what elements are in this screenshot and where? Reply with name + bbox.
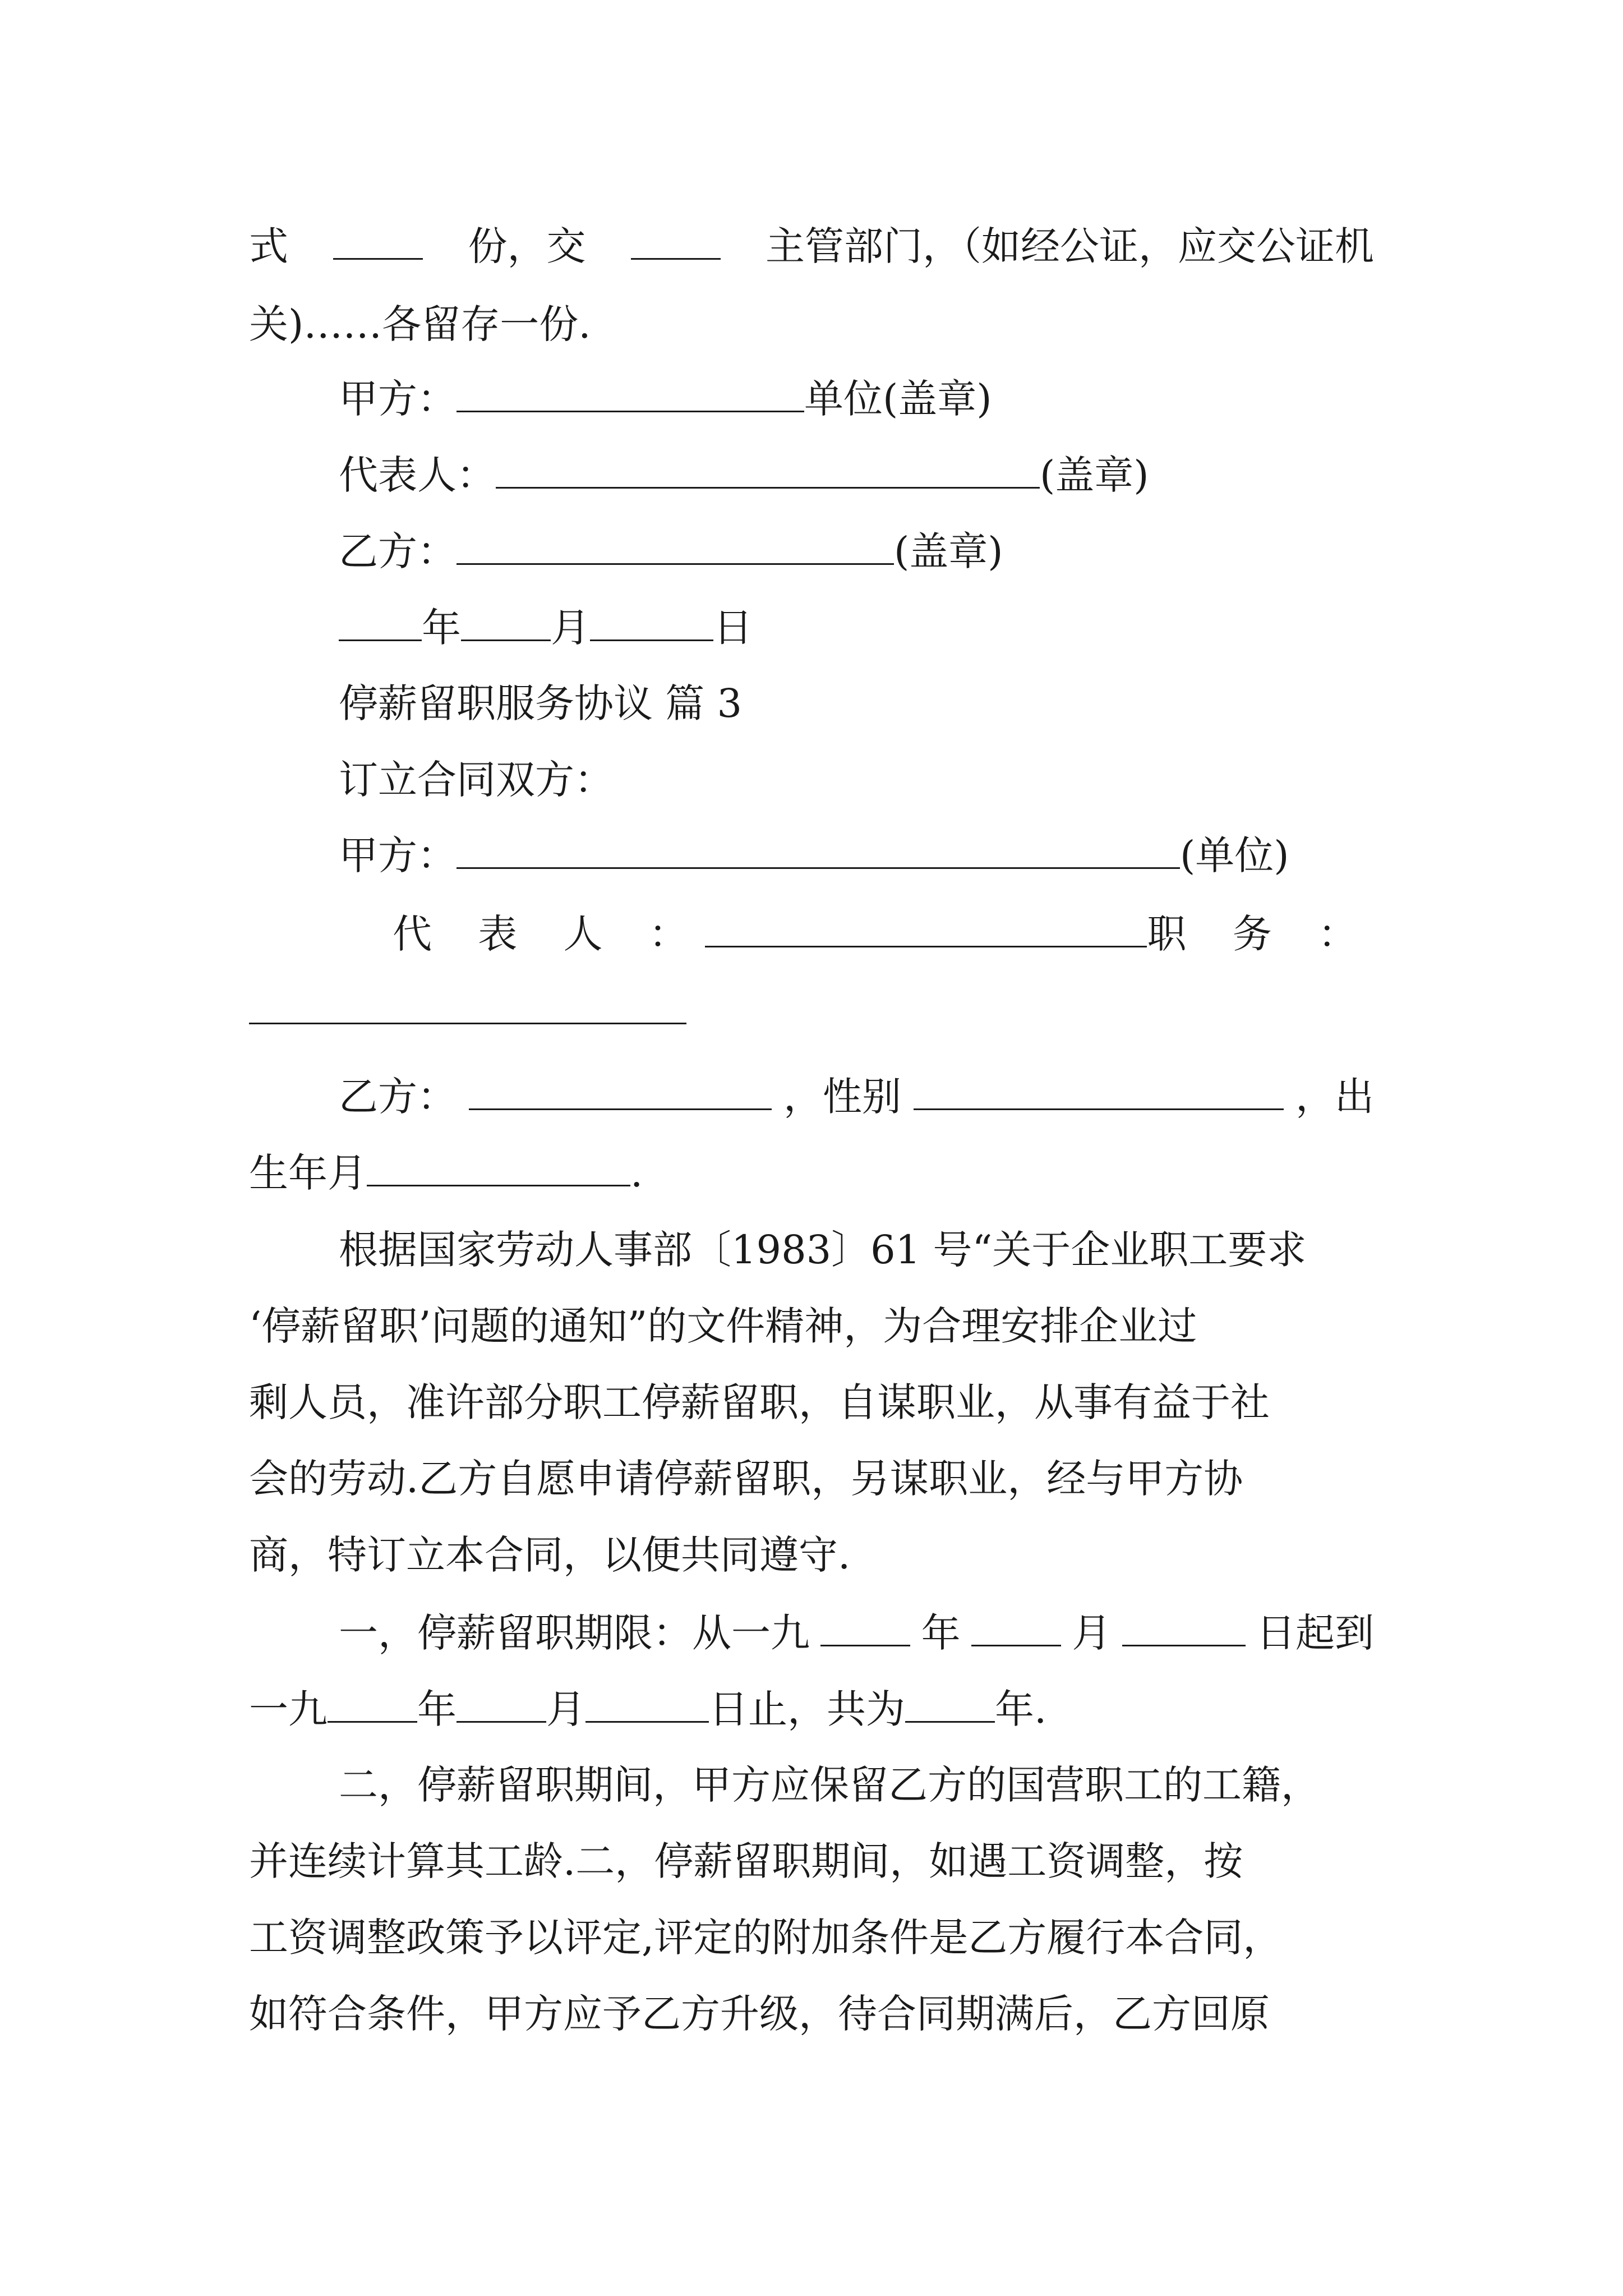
paragraph-line: 根据国家劳动人事部〔1983〕61 号“关于企业职工要求 <box>339 1227 1307 1273</box>
s3-rep-position-line <box>393 907 1374 961</box>
label: 年 <box>422 605 461 651</box>
label: 月 <box>1072 1610 1112 1656</box>
blank-line <box>249 1023 686 1024</box>
paragraph-line: 商，特订立本合同，以便共同遵守. <box>249 1532 851 1578</box>
paragraph-line: 剩人员，准许部分职工停薪留职，自谋职业，从事有益于社 <box>249 1379 1270 1425</box>
label: 一九 <box>249 1686 328 1732</box>
paragraph-line: 工资调整政策予以评定,评定的附加条件是乙方履行本合同， <box>249 1915 1283 1961</box>
blank-line <box>971 1605 1061 1646</box>
label: 日 <box>713 605 753 651</box>
label: 单位(盖章) <box>804 376 992 422</box>
label: 月 <box>546 1686 585 1732</box>
label: 乙方： <box>339 528 457 574</box>
s3-party-b-line <box>339 1069 1374 1124</box>
label: (单位) <box>1180 832 1289 878</box>
label: 乙方： <box>339 1074 457 1120</box>
label: (盖章) <box>894 528 1003 574</box>
paragraph-line: 如符合条件，甲方应予乙方升级，待合同期满后，乙方回原 <box>249 1991 1270 2037</box>
text-line-2: 关)……各留存一份. <box>249 301 591 347</box>
text: 主管部门，（如经公证，应交公证机 <box>766 223 1374 269</box>
label: 日起到 <box>1256 1610 1374 1656</box>
label: 生年月 <box>249 1150 367 1196</box>
blank-line <box>914 1069 1284 1110</box>
date-line <box>339 600 753 655</box>
party-b-line <box>339 524 1003 578</box>
blank-line <box>469 1069 772 1110</box>
blank-line <box>820 1605 910 1646</box>
blank-line <box>457 828 1180 869</box>
label: 代 表 人 ： <box>393 911 705 957</box>
label: 一，停薪留职期限：从一九 <box>339 1610 810 1656</box>
label: . <box>630 1150 643 1196</box>
blank-line <box>457 371 804 412</box>
blank-line <box>328 1682 417 1723</box>
label: 职 务 ： <box>1147 911 1374 957</box>
text-line-1 <box>249 219 1374 273</box>
label: 年 <box>921 1610 961 1656</box>
blank-line <box>457 1682 546 1723</box>
label: 代表人： <box>339 452 496 498</box>
blank-line <box>631 219 721 260</box>
label: 日止，共为 <box>709 1686 905 1732</box>
label: ，出 <box>1295 1074 1374 1120</box>
label: 甲方： <box>339 832 457 878</box>
label: ，性别 <box>783 1074 901 1120</box>
paragraph-line: ‘停薪留职’问题的通知”的文件精神，为合理安排企业过 <box>249 1303 1197 1349</box>
paragraph-line: 二，停薪留职期间，甲方应保留乙方的国营职工的工籍， <box>339 1762 1320 1808</box>
blank-line <box>339 600 422 641</box>
blank-line <box>905 1682 995 1723</box>
label: 甲方： <box>339 376 457 422</box>
section-title: 停薪留职服务协议 篇 3 <box>339 680 743 726</box>
clause-1-line-1 <box>339 1605 1374 1660</box>
clause-1-line-2 <box>249 1682 1046 1736</box>
blank-line <box>457 524 894 565</box>
paragraph-line: 并连续计算其工龄.二，停薪留职期间，如遇工资调整，按 <box>249 1838 1243 1884</box>
blank-line <box>585 1682 709 1723</box>
parties-heading: 订立合同双方： <box>339 757 614 803</box>
blank-line <box>590 600 713 641</box>
label: 月 <box>551 605 590 651</box>
text: 式 <box>249 223 288 269</box>
paragraph-line: 会的劳动.乙方自愿申请停薪留职，另谋职业，经与甲方协 <box>249 1456 1243 1502</box>
label: (盖章) <box>1040 452 1149 498</box>
blank-line <box>1122 1605 1246 1646</box>
blank-line <box>367 1145 630 1186</box>
label: 年 <box>417 1686 457 1732</box>
blank-line <box>333 219 423 260</box>
blank-line <box>705 907 1147 947</box>
representative-line <box>339 448 1149 502</box>
blank-line <box>496 448 1040 489</box>
text: 份，交 <box>468 223 586 269</box>
party-a-line <box>339 371 992 426</box>
birth-line <box>249 1145 643 1200</box>
s3-party-a-line <box>339 828 1289 882</box>
blank-line <box>461 600 551 641</box>
label: 年. <box>995 1686 1047 1732</box>
